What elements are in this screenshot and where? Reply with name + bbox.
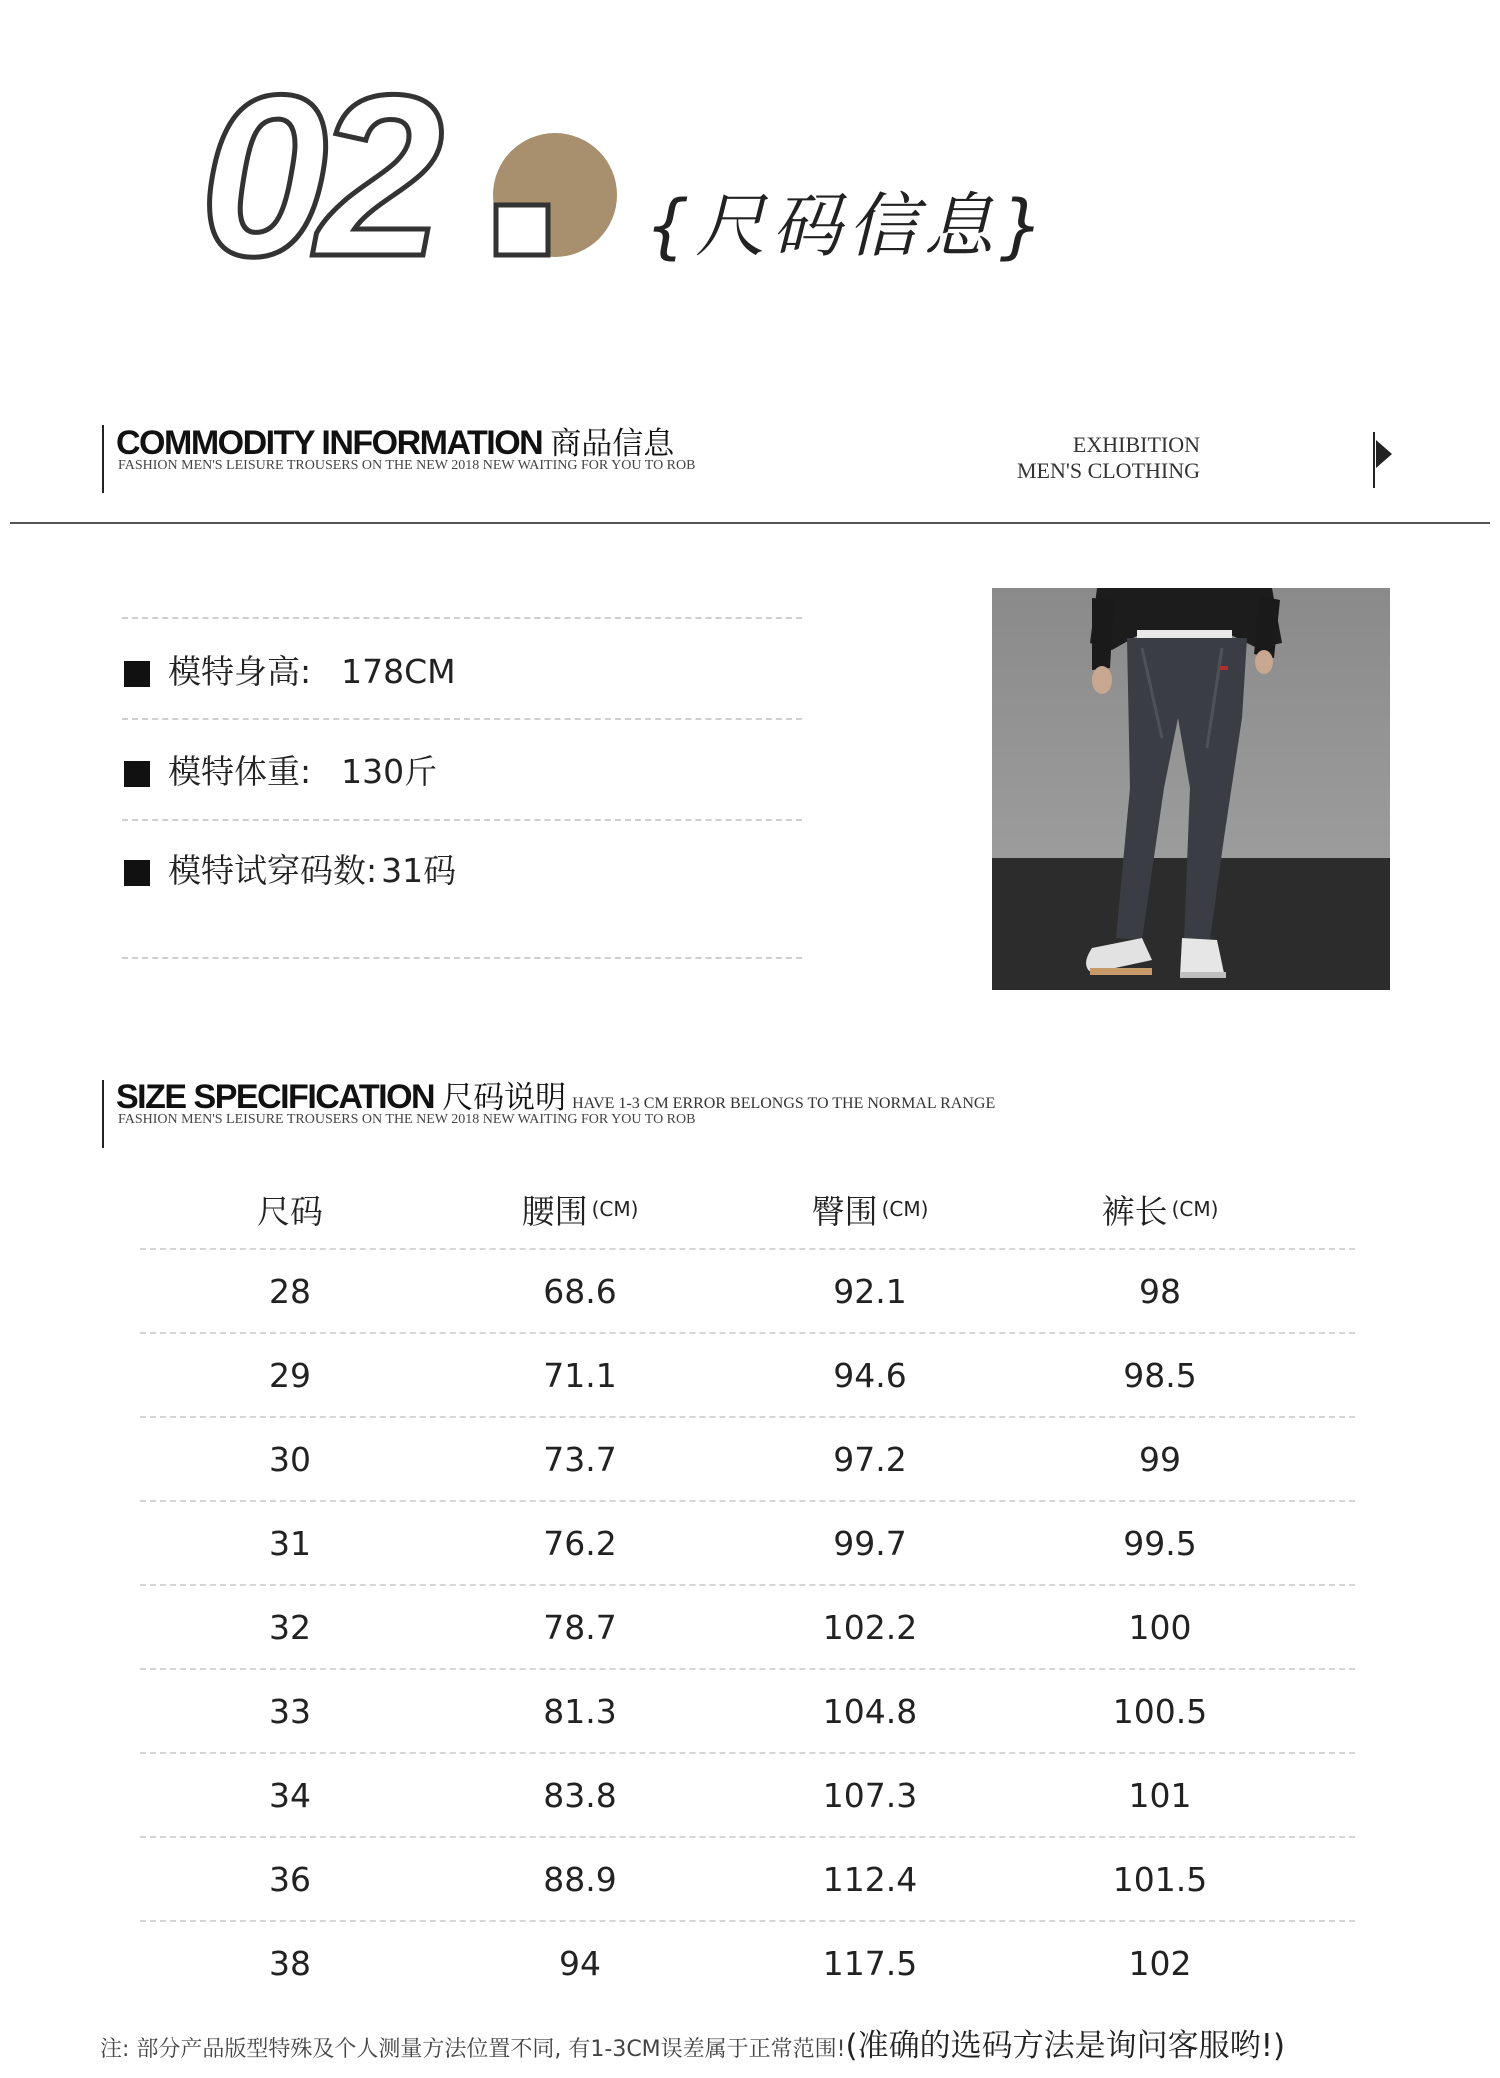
- table-row: [140, 1754, 1355, 1838]
- size-spec-subtitle: FASHION MEN'S LEISURE TROUSERS ON THE NEW 2018 NEW WAITING FOR YOU TO ROB: [118, 1112, 696, 1127]
- exhibition-line-2: MEN'S CLOTHING: [1016, 458, 1200, 483]
- footnote: [100, 2020, 1285, 2065]
- section-number: 02: [200, 55, 432, 285]
- size-table: [140, 1170, 1355, 2004]
- table-row: [140, 1670, 1355, 1754]
- table-cell: 34: [269, 1775, 311, 1815]
- table-cell: 99.5: [1123, 1523, 1197, 1563]
- table-cell: 112.4: [822, 1859, 918, 1899]
- model-size-row: [124, 845, 456, 892]
- heading-bar: [102, 425, 104, 493]
- table-cell: 29: [269, 1355, 311, 1395]
- table-cell: 99.7: [833, 1523, 907, 1563]
- table-cell: 104.8: [822, 1691, 918, 1731]
- table-cell: 81.3: [543, 1691, 617, 1731]
- table-cell: 94: [559, 1943, 601, 1983]
- info-label: 模特试穿码数:: [168, 851, 378, 890]
- table-cell: 99: [1139, 1439, 1181, 1479]
- header-cell: 臀围 (CM): [811, 1191, 929, 1231]
- table-cell: 100: [1128, 1607, 1192, 1647]
- accent-square: [496, 205, 548, 255]
- section-title: {尺码信息}: [645, 185, 1051, 267]
- table-body: [140, 1250, 1355, 2004]
- table-row: [140, 1502, 1355, 1586]
- table-cell: 102.2: [822, 1607, 918, 1647]
- info-value: 130斤: [341, 752, 438, 791]
- header-cell: 腰围 (CM): [521, 1191, 639, 1231]
- divider: [122, 819, 802, 821]
- divider: [122, 957, 802, 959]
- header-cell: 裤长 (CM): [1101, 1191, 1219, 1231]
- size-spec-note: HAVE 1-3 CM ERROR BELONGS TO THE NORMAL RANGE: [572, 1095, 996, 1112]
- model-weight-row: [124, 746, 437, 793]
- table-cell: 117.5: [822, 1943, 918, 1983]
- table-cell: 83.8: [543, 1775, 617, 1815]
- commodity-title-en: COMMODITY INFORMATION: [116, 424, 543, 462]
- table-cell: 33: [269, 1691, 311, 1731]
- table-cell: 30: [269, 1439, 311, 1479]
- table-cell: 107.3: [822, 1775, 918, 1815]
- table-cell: 100.5: [1112, 1691, 1208, 1731]
- product-photo: [992, 588, 1390, 990]
- table-cell: 68.6: [543, 1271, 617, 1311]
- bullet-square-icon: [124, 661, 150, 687]
- table-cell: 28: [269, 1271, 311, 1311]
- info-value: 31码: [381, 851, 457, 890]
- size-spec-title-en: SIZE SPECIFICATION: [116, 1078, 435, 1116]
- table-cell: 88.9: [543, 1859, 617, 1899]
- table-cell: 76.2: [543, 1523, 617, 1563]
- table-cell: 92.1: [833, 1271, 907, 1311]
- table-cell: 102: [1128, 1943, 1192, 1983]
- info-label: 模特体重:: [168, 752, 312, 791]
- divider: [122, 617, 802, 619]
- footnote-text: 注: 部分产品版型特殊及个人测量方法位置不同, 有1-3CM误差属于正常范围!: [100, 2037, 846, 2062]
- bullet-square-icon: [124, 761, 150, 787]
- table-row: [140, 1334, 1355, 1418]
- table-cell: 73.7: [543, 1439, 617, 1479]
- divider: [122, 718, 802, 720]
- table-cell: 71.1: [543, 1355, 617, 1395]
- table-row: [140, 1922, 1355, 2004]
- table-header-row: [140, 1170, 1355, 1250]
- bullet-square-icon: [124, 860, 150, 886]
- table-cell: 94.6: [833, 1355, 907, 1395]
- table-cell: 98.5: [1123, 1355, 1197, 1395]
- table-cell: 32: [269, 1607, 311, 1647]
- info-value: 178CM: [341, 652, 456, 691]
- table-cell: 97.2: [833, 1439, 907, 1479]
- table-cell: 98: [1139, 1271, 1181, 1311]
- footnote-emphasis: (准确的选码方法是询问客服哟!): [845, 2028, 1286, 2064]
- section-divider: [10, 522, 1490, 524]
- table-row: [140, 1586, 1355, 1670]
- model-height-row: [124, 646, 456, 693]
- section-number-graphic: [200, 55, 620, 285]
- table-cell: 36: [269, 1859, 311, 1899]
- table-cell: 38: [269, 1943, 311, 1983]
- size-spec-title-cn: 尺码说明: [442, 1080, 567, 1115]
- exhibition-line-1: EXHIBITION: [1072, 432, 1200, 457]
- table-cell: 78.7: [543, 1607, 617, 1647]
- header-cell: 尺码: [257, 1191, 323, 1231]
- table-row: [140, 1250, 1355, 1334]
- info-label: 模特身高:: [168, 652, 312, 691]
- commodity-title-cn: 商品信息: [550, 426, 675, 461]
- table-row: [140, 1838, 1355, 1922]
- table-cell: 31: [269, 1523, 311, 1563]
- table-row: [140, 1418, 1355, 1502]
- table-cell: 101: [1128, 1775, 1192, 1815]
- heading-bar: [102, 1080, 104, 1148]
- commodity-subtitle: FASHION MEN'S LEISURE TROUSERS ON THE NEW 2018 NEW WAITING FOR YOU TO ROB: [118, 458, 696, 473]
- exhibition-label: [1017, 432, 1200, 484]
- table-cell: 101.5: [1112, 1859, 1208, 1899]
- arrow-right-icon: [1372, 432, 1396, 488]
